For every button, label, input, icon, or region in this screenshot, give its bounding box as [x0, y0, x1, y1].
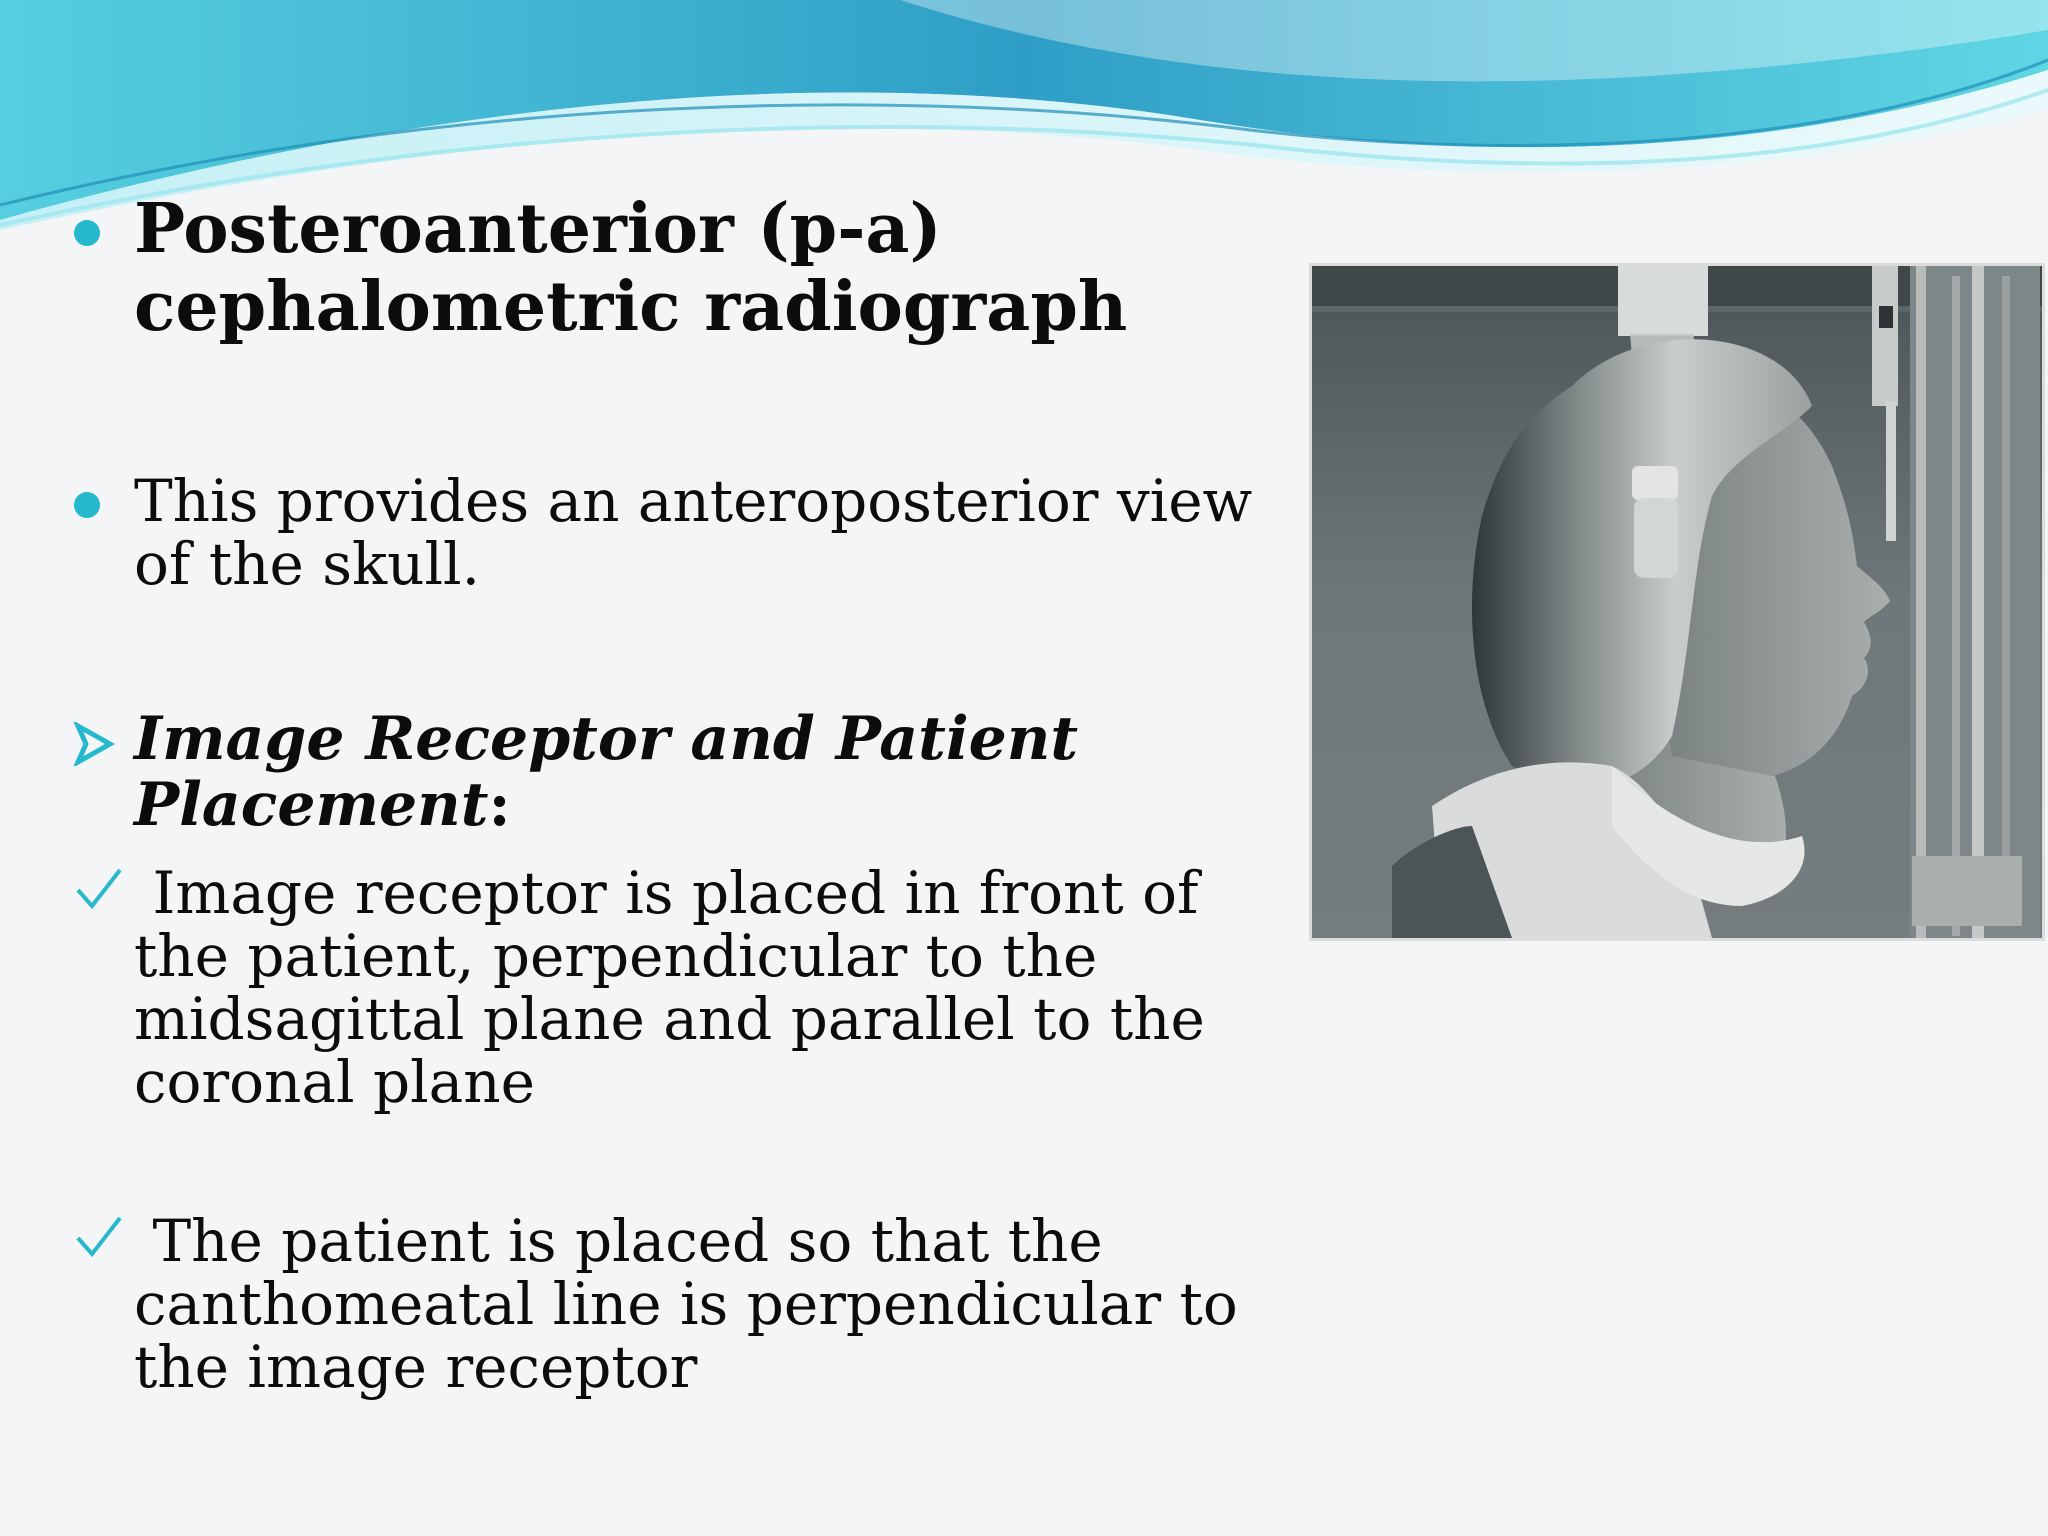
- patient-profile-photo: [1309, 263, 2045, 941]
- checkmark-icon: [74, 864, 124, 914]
- intro-text: This provides an anteroposterior view of the skull.: [134, 467, 1253, 598]
- subheading-colon: :: [488, 770, 511, 840]
- patient-profile-in-cephalostat-photo: [1312, 266, 2042, 938]
- bullet-dot-icon: [74, 220, 100, 246]
- slide-title: Posteroanterior (p-a) cephalometric radiograph: [134, 189, 1128, 347]
- check-text: Image receptor is placed in front of the patient, perpendicular to the midsagittal plane and parallel to the coronal plane: [134, 859, 1224, 1116]
- arrow-right-icon: [72, 722, 116, 766]
- check-text: The patient is placed so that the canthomeatal line is perpendicular to the image receptor: [134, 1207, 1257, 1401]
- checkmark-icon: [74, 1212, 124, 1262]
- subheading-text: Image Receptor and Patient Placement: [134, 704, 1079, 840]
- subheading: [134, 706, 1294, 838]
- bullet-dot-icon: [74, 492, 100, 518]
